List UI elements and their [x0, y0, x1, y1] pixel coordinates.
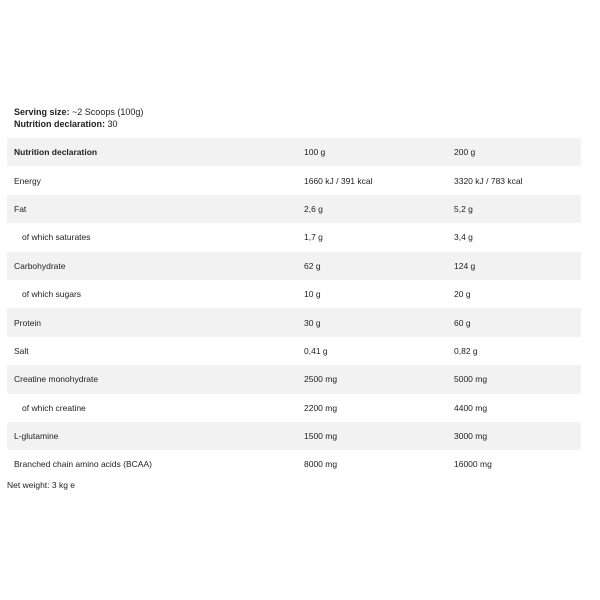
serving-size-value: ~2 Scoops (100g) [72, 107, 144, 117]
value-100g: 2500 mg [297, 365, 447, 393]
table-row [7, 394, 581, 422]
value-100g: 1500 mg [297, 422, 447, 450]
header-200g: 200 g [447, 138, 581, 166]
value-200g: 3000 mg [447, 422, 581, 450]
table-row [7, 450, 581, 478]
nutrient-name: of which creatine [22, 402, 86, 413]
header-100g: 100 g [297, 138, 447, 166]
value-100g: 1,7 g [304, 232, 323, 243]
value-200g: 60 g [447, 308, 581, 336]
serving-size-label: Serving size: [14, 107, 70, 117]
value-200g: 5,2 g [447, 195, 581, 223]
nutrient-name: of which sugars [22, 289, 82, 300]
table-row [7, 308, 581, 336]
nutrient-name: Carbohydrate [7, 252, 297, 280]
table-row [7, 223, 581, 251]
serving-size-line [14, 106, 143, 118]
nutrition-declaration-line [14, 118, 143, 130]
table-row [7, 422, 581, 450]
value-200g: 0,82 g [454, 345, 478, 356]
header-nutrient: Nutrition declaration [7, 138, 297, 166]
value-200g: 5000 mg [447, 365, 581, 393]
value-100g: 1660 kJ / 391 kcal [304, 175, 373, 186]
value-100g: 2200 mg [304, 402, 338, 413]
value-200g: 3320 kJ / 783 kcal [454, 175, 523, 186]
value-200g: 124 g [447, 252, 581, 280]
table-header-row [7, 138, 581, 166]
table-row [7, 280, 581, 308]
nutrient-name: Protein [7, 308, 297, 336]
table-row [7, 195, 581, 223]
nutrient-name: L-glutamine [7, 422, 297, 450]
value-200g: 4400 mg [454, 402, 488, 413]
nutrient-name: Salt [14, 345, 29, 356]
value-100g: 8000 mg [304, 459, 338, 470]
value-100g: 30 g [297, 308, 447, 336]
net-weight: Net weight: 3 kg e [7, 480, 76, 490]
nutrient-name: Creatine monohydrate [7, 365, 297, 393]
serving-info [14, 106, 143, 130]
value-200g: 20 g [454, 289, 471, 300]
nutrition-declaration-label: Nutrition declaration: [14, 119, 106, 129]
nutrient-name: Energy [14, 175, 41, 186]
nutrition-declaration-value: 30 [107, 119, 118, 129]
table-row [7, 337, 581, 365]
table-row [7, 365, 581, 393]
value-100g: 0,41 g [304, 345, 328, 356]
nutrient-name: Fat [7, 195, 297, 223]
value-100g: 10 g [304, 289, 321, 300]
table-row [7, 166, 581, 194]
table-row [7, 252, 581, 280]
value-100g: 2,6 g [297, 195, 447, 223]
nutrient-name: of which saturates [22, 232, 91, 243]
nutrition-table [7, 138, 581, 479]
value-100g: 62 g [297, 252, 447, 280]
value-200g: 3,4 g [454, 232, 473, 243]
nutrient-name: Branched chain amino acids (BCAA) [14, 459, 152, 470]
value-200g: 16000 mg [454, 459, 492, 470]
